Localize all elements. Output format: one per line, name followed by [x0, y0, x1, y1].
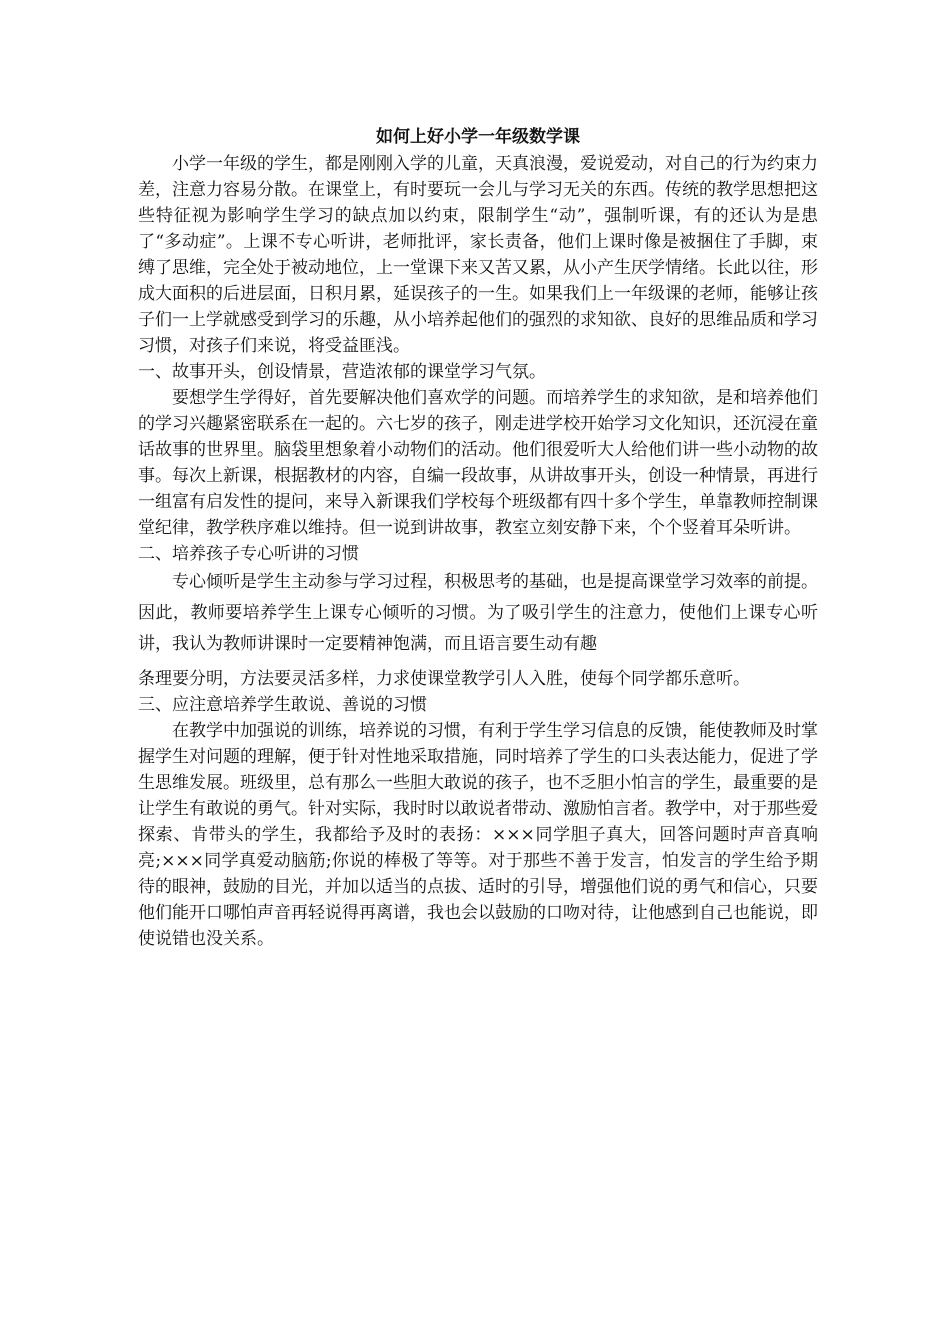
section-3-heading: 三、应注意培养学生敢说、善说的习惯 — [138, 695, 427, 715]
section-3-paragraph: 在教学中加强说的训练，培养说的习惯，有利于学生学习信息的反馈，能使教师及时掌握学生对问题的理解，便于针对性地采取措施，同时培养了学生的口头表达能力，促进了学生思维发展。班级里，总有那么一些胆大敢说的孩子，也不乏胆小怕言的学生，最重要的是让学生有敢说的勇气。针对实际，我时时以敢说者带动、激励怕言者。教学中，对于那些爱探索、肯带头的学生，我都给予及时的表扬：×××同学胆子真大，回答问题时声音真响亮;×××同学真爱动脑筋;你说的棒极了等等。对于那些不善于发言，怕发言的学生给予期待的眼神，鼓励的目光，并加以适当的点拔、适时的引导，增强他们说的勇气和信心，只要他们能开口哪怕声音再轻说得再离谱，我也会以鼓励的口吻对待，让他感到自己也能说，即使说错也没关系。 — [138, 721, 818, 949]
section-1-heading: 一、故事开头，创设情景，营造浓郁的课堂学习气氛。 — [138, 362, 546, 382]
intro-paragraph: 小学一年级的学生，都是刚刚入学的儿童，天真浪漫，爱说爱动，对自己的行为约束力差，注意力容易分散。在课堂上，有时要玩一会儿与学习无关的东西。传统的教学思想把这些特征视为影响学生学习的缺点加以约束，限制学生“动”，强制听课，有的还认为是患了“多动症”。上课不专心听讲，老师批评，家长责备，他们上课时像是被捆住了手脚，束缚了思维，完全处于被动地位，上一堂课下来又苦又累，从小产生厌学情绪。长此以往，形成大面积的后进层面，日积月累，延误孩子的一生。如果我们上一年级课的老师，能够让孩子们一上学就感受到学习的乐趣，从小培养起他们的强烈的求知欲、良好的思维品质和学习习惯，对孩子们来说，将受益匪浅。 — [138, 154, 818, 356]
section-2-paragraph: 专心倾听是学生主动参与学习过程，积极思考的基础，也是提高课堂学习效率的前提。因此，教师要培养学生上课专心倾听的习惯。为了吸引学生的注意力，使他们上课专心听讲，我认为教师讲课时一定要精神饱满，而且语言要生动有趣 — [138, 572, 818, 654]
section-2-heading: 二、培养孩子专心听讲的习惯 — [138, 544, 359, 564]
section-1-paragraph: 要想学生学得好，首先要解决他们喜欢学的问题。而培养学生的求知欲，是和培养他们的学习兴趣紧密联系在一起的。六七岁的孩子，刚走进学校开始学习文化知识，还沉浸在童话故事的世界里。脑袋里想象着小动物们的活动。他们很爱听大人给他们讲一些小动物的故事。每次上新课，根据教材的内容，自编一段故事，从讲故事开头，创设一种情景，再进行一组富有启发性的提问，来导入新课我们学校每个班级都有四十多个学生，单靠教师控制课堂纪律，教学秩序难以维持。但一说到讲故事，教室立刻安静下来，个个竖着耳朵听讲。 — [138, 388, 818, 538]
document-title: 如何上好小学一年级数学课 — [376, 127, 580, 147]
document-page — [138, 126, 818, 952]
section-2-paragraph-continued: 条理要分明，方法要灵活多样，力求使课堂教学引人入胜，使每个同学都乐意听。 — [138, 669, 750, 689]
